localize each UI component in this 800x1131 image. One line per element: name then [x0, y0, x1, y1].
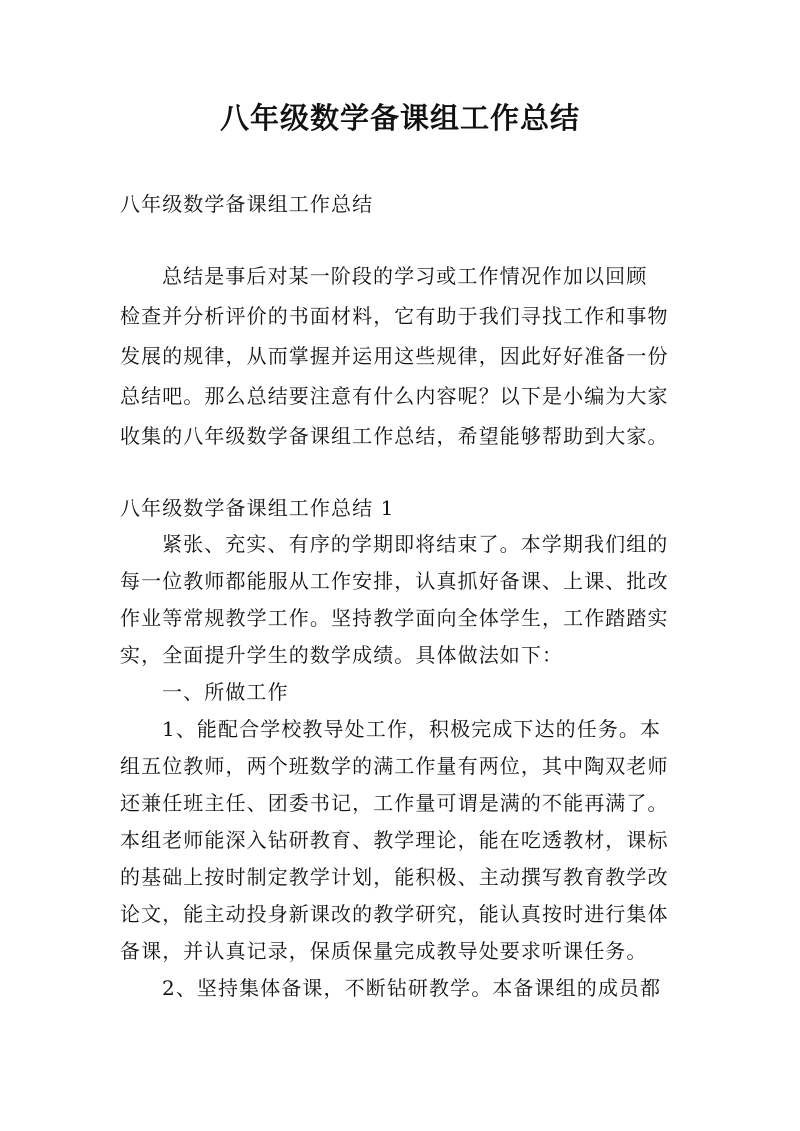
intro-line: 发展的规律，从而掌握并运用这些规律，因此好好准备一份	[120, 344, 669, 368]
intro-line: 检查并分析评价的书面材料，它有助于我们寻找工作和事物	[120, 304, 669, 328]
intro-line: 收集的八年级数学备课组工作总结，希望能够帮助到大家。	[120, 424, 669, 448]
body-line: 实，全面提升学生的数学成绩。具体做法如下：	[120, 643, 564, 667]
body-line: 2、坚持集体备课，不断钻研教学。本备课组的成员都	[162, 976, 662, 1000]
intro-line: 总结是事后对某一阶段的学习或工作情况作加以回顾	[162, 264, 648, 288]
body-line: 组五位教师，两个班数学的满工作量有两位，其中陶双老师	[120, 754, 669, 778]
body-line: 紧张、充实、有序的学期即将结束了。本学期我们组的	[162, 532, 669, 556]
body-line: 备课，并认真记录，保质保量完成教导处要求听课任务。	[120, 939, 648, 963]
document-subtitle: 八年级数学备课组工作总结	[120, 192, 374, 216]
intro-line: 总结吧。那么总结要注意有什么内容呢？以下是小编为大家	[120, 384, 669, 408]
body-line: 论文，能主动投身新课改的教学研究，能认真按时进行集体	[120, 902, 669, 926]
body-line: 1、能配合学校教导处工作，积极完成下达的任务。本	[162, 717, 662, 741]
body-line: 每一位教师都能服从工作安排，认真抓好备课、上课、批改	[120, 569, 669, 593]
body-line: 还兼任班主任、团委书记，工作量可谓是满的不能再满了。	[120, 791, 669, 815]
subsection-heading: 一、所做工作	[162, 680, 289, 704]
section-heading: 八年级数学备课组工作总结 1	[120, 496, 395, 520]
body-line: 的基础上按时制定教学计划，能积极、主动撰写教育教学改	[120, 865, 669, 889]
body-line: 本组老师能深入钻研教育、教学理论，能在吃透教材，课标	[120, 828, 669, 852]
document-title: 八年级数学备课组工作总结	[219, 101, 580, 135]
body-line: 作业等常规教学工作。坚持教学面向全体学生，工作踏踏实	[120, 606, 669, 630]
